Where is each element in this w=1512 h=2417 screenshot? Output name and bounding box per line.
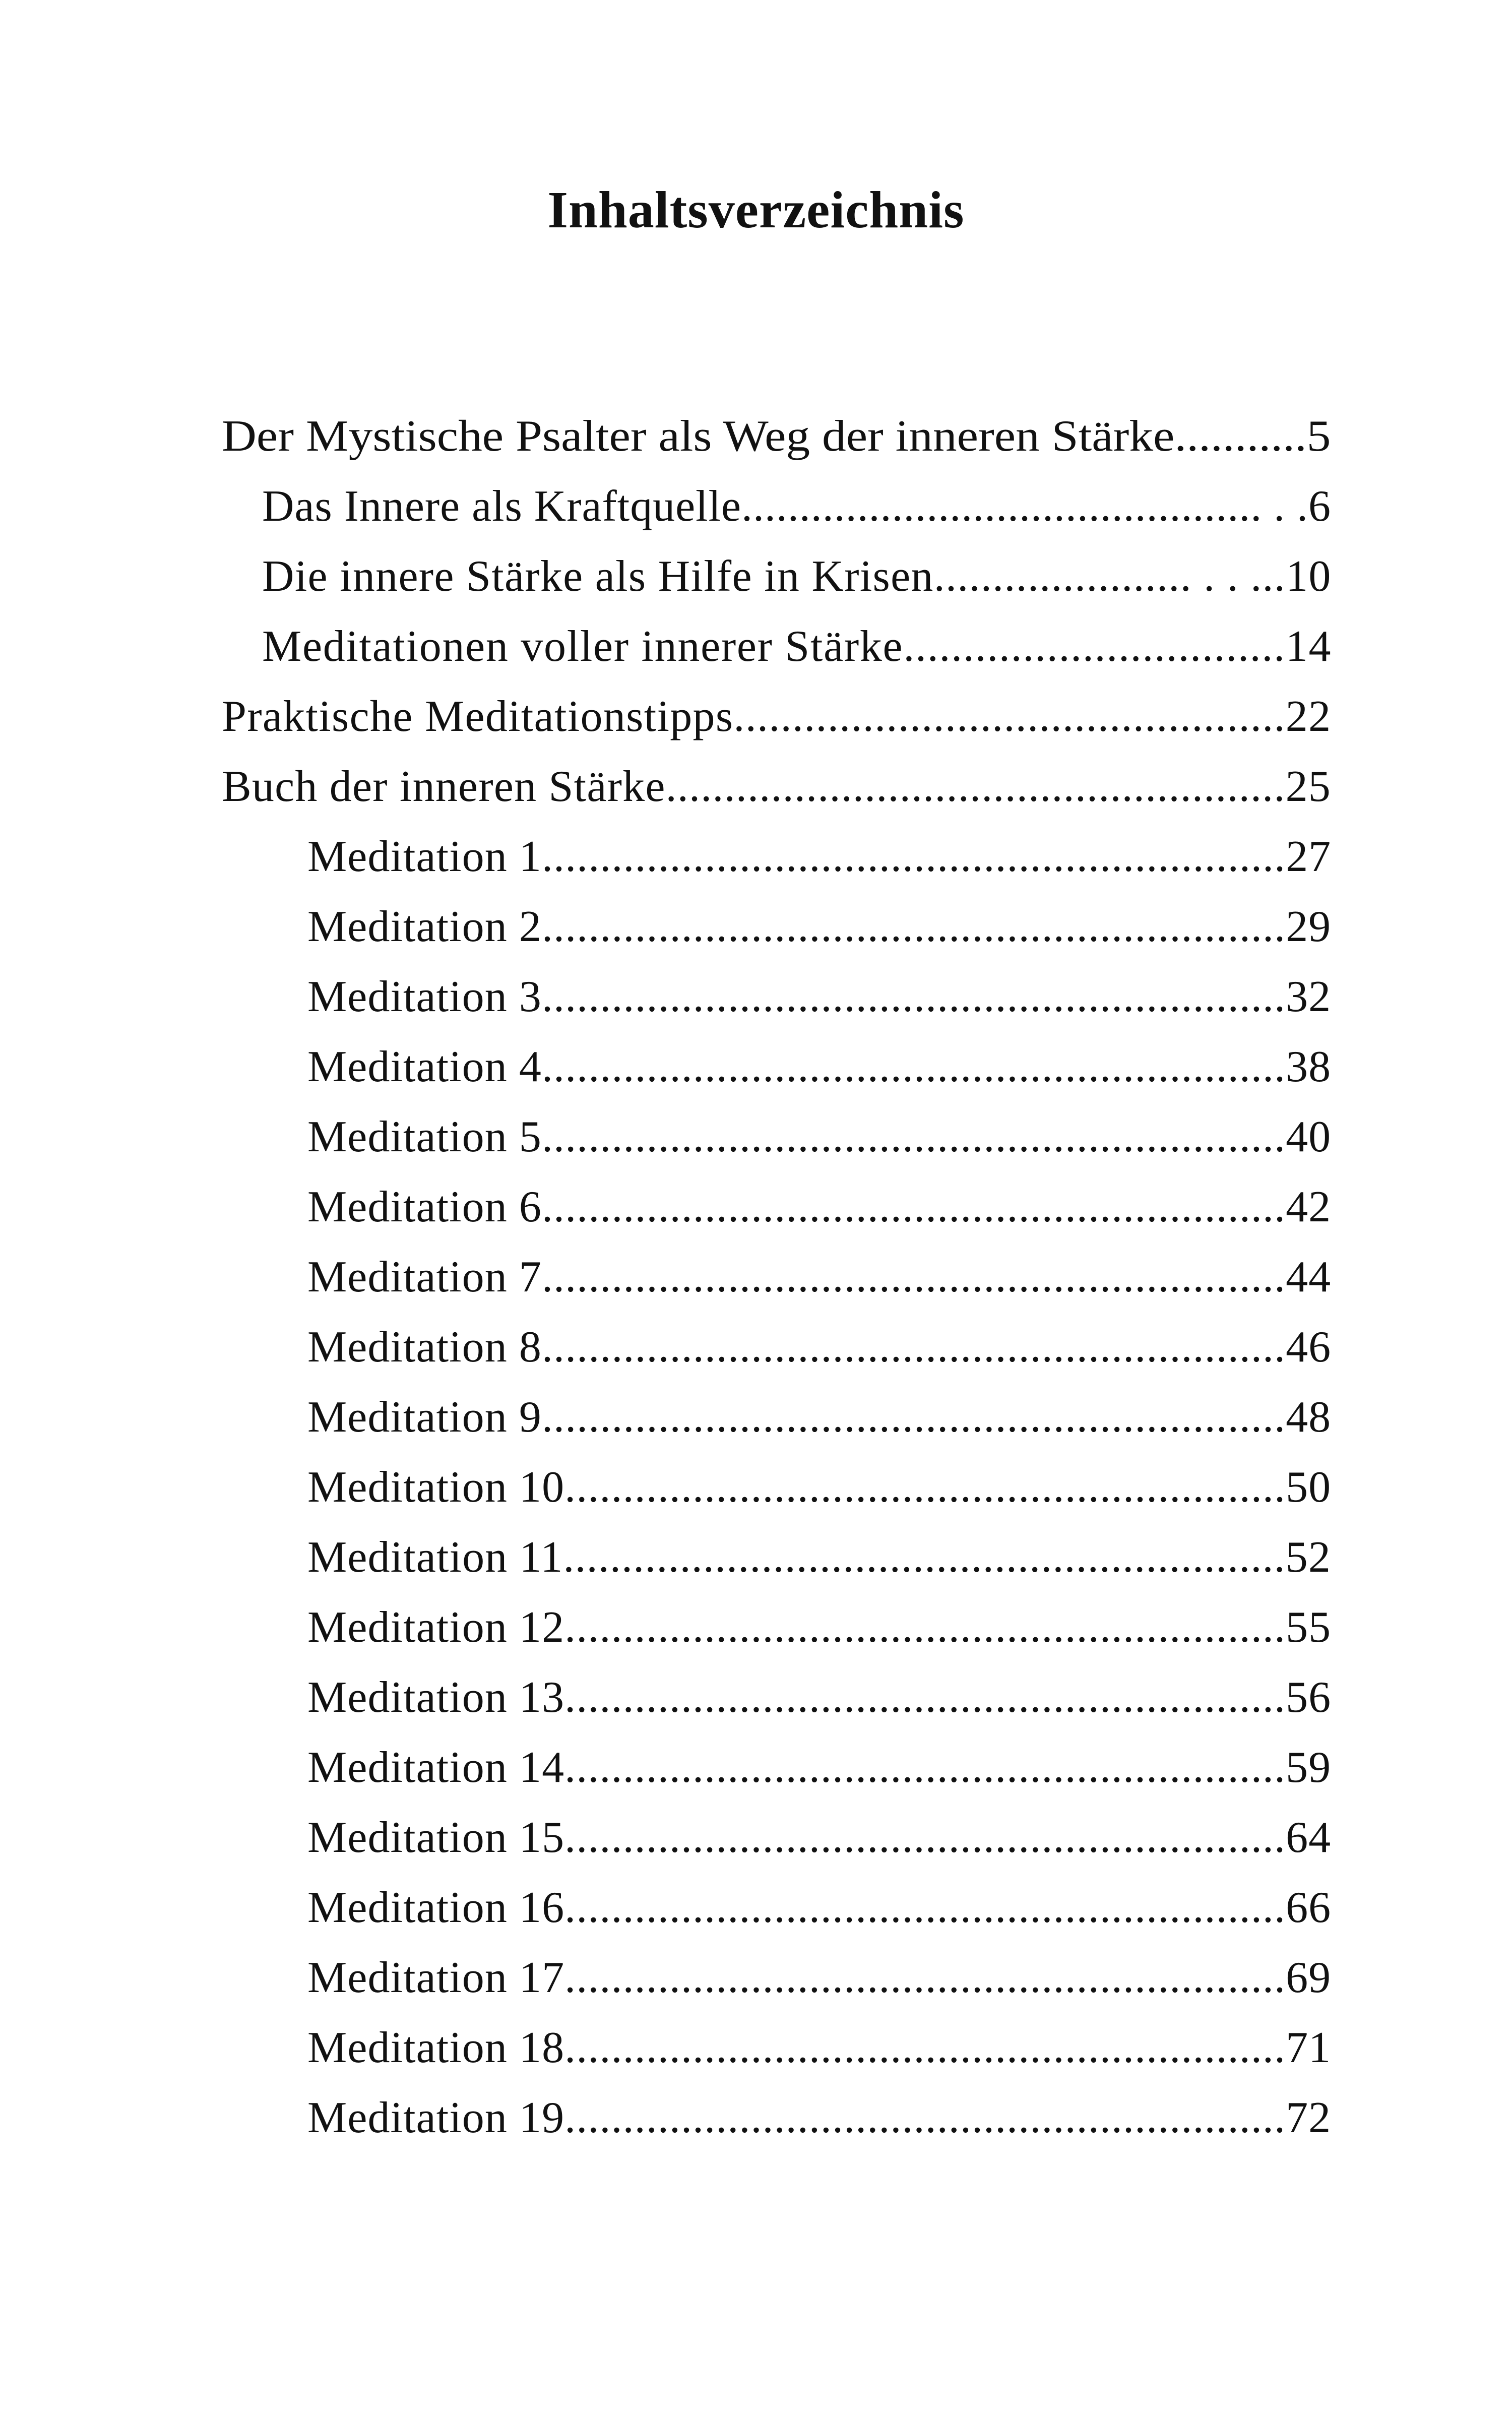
toc-entry: Meditation 7................................................................44 [307, 1253, 1332, 1302]
toc-entry: Meditation 6................................................................42 [307, 1183, 1332, 1231]
toc-entry: Meditation 2................................................................29 [307, 902, 1332, 951]
toc-entry: Meditation 3................................................................32 [307, 972, 1332, 1021]
page-title: Inhaltsverzeichnis [547, 181, 965, 239]
toc-entry: Meditation 5................................................................40 [307, 1112, 1332, 1161]
toc-entry: Meditation 4................................................................38 [307, 1042, 1332, 1091]
toc-entry: Meditation 13..............................................................56 [307, 1673, 1332, 1722]
toc-entry: Meditation 19..............................................................72 [307, 2093, 1332, 2142]
toc-entry: Meditation 12..............................................................55 [307, 1603, 1332, 1652]
toc-entry: Meditationen voller innerer Stärke................................14 [262, 622, 1332, 671]
toc-entry: Das Innere als Kraftquelle............................................. . .6 [262, 482, 1331, 531]
toc-entry: Meditation 11..............................................................52 [307, 1533, 1332, 1582]
toc-entry: Meditation 10..............................................................50 [307, 1463, 1332, 1512]
toc-entry: Praktische Meditationstipps...............................................22 [222, 692, 1332, 741]
toc-entry: Meditation 9................................................................48 [307, 1393, 1332, 1442]
toc-entry: Die innere Stärke als Hilfe in Krisen...................... . . ...10 [262, 552, 1332, 601]
toc-entry: Buch der inneren Stärke.....................................................25 [222, 762, 1332, 811]
toc-entry: Meditation 8................................................................46 [307, 1323, 1332, 1372]
toc-entry: Meditation 18..............................................................71 [307, 2023, 1332, 2072]
toc-entry: Meditation 14..............................................................59 [307, 1743, 1332, 1792]
toc-entry: Der Mystische Psalter als Weg der inneren Stärke...........5 [222, 412, 1331, 461]
toc-entry: Meditation 15..............................................................64 [307, 1813, 1332, 1862]
toc-entry: Meditation 1................................................................27 [307, 832, 1332, 881]
toc-entry: Meditation 16..............................................................66 [307, 1883, 1332, 1932]
toc-entry: Meditation 17..............................................................69 [307, 1953, 1332, 2002]
